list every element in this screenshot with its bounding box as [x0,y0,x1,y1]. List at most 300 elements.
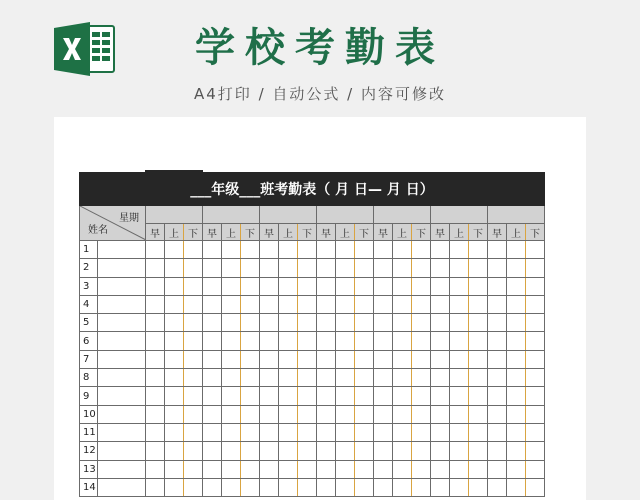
name-cell[interactable] [98,423,146,441]
attendance-cell[interactable] [184,332,203,350]
attendance-cell[interactable] [355,460,374,478]
attendance-cell[interactable] [317,277,336,295]
attendance-cell[interactable] [450,314,469,332]
attendance-cell[interactable] [431,405,450,423]
attendance-cell[interactable] [222,332,241,350]
attendance-cell[interactable] [146,423,165,441]
attendance-cell[interactable] [336,442,355,460]
attendance-cell[interactable] [355,259,374,277]
attendance-cell[interactable] [146,442,165,460]
attendance-cell[interactable] [203,332,222,350]
attendance-cell[interactable] [469,259,488,277]
name-cell[interactable] [98,405,146,423]
attendance-cell[interactable] [279,332,298,350]
attendance-cell[interactable] [374,405,393,423]
attendance-cell[interactable] [507,442,526,460]
attendance-cell[interactable] [507,277,526,295]
attendance-cell[interactable] [298,295,317,313]
attendance-cell[interactable] [317,314,336,332]
attendance-cell[interactable] [507,423,526,441]
attendance-cell[interactable] [507,405,526,423]
attendance-cell[interactable] [279,241,298,259]
attendance-cell[interactable] [488,350,507,368]
attendance-cell[interactable] [469,423,488,441]
attendance-cell[interactable] [298,259,317,277]
attendance-cell[interactable] [431,295,450,313]
attendance-cell[interactable] [431,460,450,478]
attendance-cell[interactable] [450,405,469,423]
attendance-cell[interactable] [469,295,488,313]
attendance-cell[interactable] [298,405,317,423]
attendance-cell[interactable] [526,387,545,405]
attendance-cell[interactable] [469,442,488,460]
attendance-cell[interactable] [488,277,507,295]
attendance-cell[interactable] [317,369,336,387]
attendance-cell[interactable] [298,478,317,496]
attendance-cell[interactable] [450,423,469,441]
attendance-cell[interactable] [469,478,488,496]
attendance-cell[interactable] [336,277,355,295]
attendance-cell[interactable] [241,442,260,460]
attendance-cell[interactable] [412,259,431,277]
attendance-cell[interactable] [165,332,184,350]
attendance-cell[interactable] [203,423,222,441]
attendance-cell[interactable] [488,295,507,313]
attendance-cell[interactable] [488,423,507,441]
attendance-cell[interactable] [279,387,298,405]
attendance-cell[interactable] [146,405,165,423]
attendance-cell[interactable] [336,259,355,277]
attendance-cell[interactable] [393,369,412,387]
attendance-cell[interactable] [488,259,507,277]
attendance-cell[interactable] [469,369,488,387]
attendance-cell[interactable] [184,387,203,405]
attendance-cell[interactable] [355,295,374,313]
name-cell[interactable] [98,259,146,277]
attendance-cell[interactable] [374,460,393,478]
name-cell[interactable] [98,332,146,350]
attendance-cell[interactable] [469,332,488,350]
attendance-cell[interactable] [203,259,222,277]
attendance-cell[interactable] [488,369,507,387]
attendance-cell[interactable] [412,387,431,405]
attendance-cell[interactable] [241,277,260,295]
attendance-cell[interactable] [298,241,317,259]
attendance-cell[interactable] [279,277,298,295]
attendance-cell[interactable] [222,259,241,277]
attendance-cell[interactable] [450,387,469,405]
attendance-cell[interactable] [203,405,222,423]
attendance-cell[interactable] [412,478,431,496]
attendance-cell[interactable] [526,241,545,259]
attendance-cell[interactable] [393,332,412,350]
attendance-cell[interactable] [279,259,298,277]
attendance-cell[interactable] [203,460,222,478]
attendance-cell[interactable] [184,423,203,441]
attendance-cell[interactable] [317,259,336,277]
attendance-cell[interactable] [393,295,412,313]
attendance-cell[interactable] [412,369,431,387]
attendance-cell[interactable] [222,314,241,332]
attendance-cell[interactable] [469,460,488,478]
attendance-cell[interactable] [355,332,374,350]
attendance-cell[interactable] [260,387,279,405]
attendance-cell[interactable] [412,442,431,460]
attendance-cell[interactable] [450,259,469,277]
name-cell[interactable] [98,350,146,368]
attendance-cell[interactable] [298,387,317,405]
attendance-cell[interactable] [184,405,203,423]
attendance-cell[interactable] [203,314,222,332]
attendance-cell[interactable] [431,387,450,405]
attendance-cell[interactable] [488,460,507,478]
attendance-cell[interactable] [165,442,184,460]
attendance-cell[interactable] [298,460,317,478]
attendance-cell[interactable] [184,460,203,478]
attendance-cell[interactable] [203,478,222,496]
attendance-cell[interactable] [507,332,526,350]
attendance-cell[interactable] [222,387,241,405]
attendance-cell[interactable] [431,259,450,277]
attendance-cell[interactable] [317,295,336,313]
attendance-cell[interactable] [469,241,488,259]
attendance-cell[interactable] [165,387,184,405]
attendance-cell[interactable] [450,460,469,478]
attendance-cell[interactable] [146,369,165,387]
attendance-cell[interactable] [374,259,393,277]
attendance-cell[interactable] [279,405,298,423]
attendance-cell[interactable] [241,405,260,423]
attendance-cell[interactable] [184,241,203,259]
attendance-cell[interactable] [165,405,184,423]
attendance-cell[interactable] [184,314,203,332]
attendance-cell[interactable] [146,259,165,277]
attendance-cell[interactable] [393,442,412,460]
attendance-cell[interactable] [298,442,317,460]
attendance-cell[interactable] [260,241,279,259]
attendance-cell[interactable] [336,314,355,332]
attendance-cell[interactable] [146,295,165,313]
attendance-cell[interactable] [431,350,450,368]
attendance-cell[interactable] [469,350,488,368]
attendance-cell[interactable] [165,478,184,496]
attendance-cell[interactable] [526,442,545,460]
attendance-cell[interactable] [450,241,469,259]
attendance-cell[interactable] [526,350,545,368]
attendance-cell[interactable] [374,332,393,350]
attendance-cell[interactable] [355,241,374,259]
attendance-cell[interactable] [203,241,222,259]
attendance-cell[interactable] [165,423,184,441]
attendance-cell[interactable] [393,423,412,441]
attendance-cell[interactable] [488,332,507,350]
attendance-cell[interactable] [488,442,507,460]
attendance-cell[interactable] [412,332,431,350]
attendance-cell[interactable] [374,442,393,460]
attendance-cell[interactable] [203,442,222,460]
attendance-cell[interactable] [184,442,203,460]
attendance-cell[interactable] [184,259,203,277]
attendance-cell[interactable] [355,442,374,460]
name-cell[interactable] [98,387,146,405]
attendance-cell[interactable] [374,478,393,496]
attendance-cell[interactable] [260,442,279,460]
attendance-cell[interactable] [298,423,317,441]
attendance-cell[interactable] [374,350,393,368]
attendance-cell[interactable] [222,277,241,295]
attendance-cell[interactable] [241,387,260,405]
attendance-cell[interactable] [260,460,279,478]
attendance-cell[interactable] [298,332,317,350]
attendance-cell[interactable] [241,241,260,259]
attendance-cell[interactable] [526,405,545,423]
attendance-cell[interactable] [450,277,469,295]
attendance-cell[interactable] [146,478,165,496]
attendance-cell[interactable] [165,295,184,313]
attendance-cell[interactable] [374,277,393,295]
attendance-cell[interactable] [412,460,431,478]
attendance-cell[interactable] [507,460,526,478]
attendance-cell[interactable] [469,387,488,405]
attendance-cell[interactable] [374,369,393,387]
attendance-cell[interactable] [507,241,526,259]
name-cell[interactable] [98,460,146,478]
name-cell[interactable] [98,241,146,259]
name-cell[interactable] [98,369,146,387]
attendance-cell[interactable] [260,350,279,368]
name-cell[interactable] [98,314,146,332]
attendance-cell[interactable] [355,314,374,332]
attendance-cell[interactable] [298,314,317,332]
attendance-cell[interactable] [203,369,222,387]
attendance-cell[interactable] [260,332,279,350]
attendance-cell[interactable] [241,423,260,441]
attendance-cell[interactable] [279,442,298,460]
name-cell[interactable] [98,295,146,313]
attendance-cell[interactable] [165,369,184,387]
attendance-cell[interactable] [146,387,165,405]
attendance-cell[interactable] [241,350,260,368]
name-cell[interactable] [98,277,146,295]
attendance-cell[interactable] [260,423,279,441]
attendance-cell[interactable] [374,241,393,259]
attendance-cell[interactable] [336,369,355,387]
attendance-cell[interactable] [431,478,450,496]
attendance-cell[interactable] [355,350,374,368]
attendance-cell[interactable] [317,350,336,368]
attendance-cell[interactable] [260,295,279,313]
attendance-cell[interactable] [260,277,279,295]
attendance-cell[interactable] [165,350,184,368]
attendance-cell[interactable] [317,460,336,478]
attendance-cell[interactable] [450,478,469,496]
attendance-cell[interactable] [507,478,526,496]
attendance-cell[interactable] [507,350,526,368]
attendance-cell[interactable] [241,460,260,478]
attendance-cell[interactable] [241,314,260,332]
attendance-cell[interactable] [393,478,412,496]
attendance-cell[interactable] [317,442,336,460]
name-cell[interactable] [98,442,146,460]
attendance-cell[interactable] [260,369,279,387]
attendance-cell[interactable] [355,478,374,496]
attendance-cell[interactable] [431,442,450,460]
attendance-cell[interactable] [393,259,412,277]
attendance-cell[interactable] [260,405,279,423]
attendance-cell[interactable] [526,332,545,350]
attendance-cell[interactable] [412,277,431,295]
attendance-cell[interactable] [165,259,184,277]
attendance-cell[interactable] [526,460,545,478]
attendance-cell[interactable] [355,405,374,423]
attendance-cell[interactable] [279,423,298,441]
attendance-cell[interactable] [526,369,545,387]
attendance-cell[interactable] [450,350,469,368]
attendance-cell[interactable] [203,295,222,313]
attendance-cell[interactable] [374,295,393,313]
attendance-cell[interactable] [146,350,165,368]
attendance-cell[interactable] [393,277,412,295]
attendance-cell[interactable] [336,387,355,405]
attendance-cell[interactable] [241,478,260,496]
attendance-cell[interactable] [336,478,355,496]
attendance-cell[interactable] [431,241,450,259]
attendance-cell[interactable] [241,259,260,277]
attendance-cell[interactable] [184,295,203,313]
attendance-cell[interactable] [412,350,431,368]
attendance-cell[interactable] [469,314,488,332]
attendance-cell[interactable] [488,405,507,423]
attendance-cell[interactable] [431,314,450,332]
attendance-cell[interactable] [355,387,374,405]
attendance-cell[interactable] [336,241,355,259]
attendance-cell[interactable] [393,314,412,332]
attendance-cell[interactable] [222,241,241,259]
attendance-cell[interactable] [165,460,184,478]
attendance-cell[interactable] [260,314,279,332]
attendance-cell[interactable] [165,277,184,295]
attendance-cell[interactable] [393,387,412,405]
attendance-cell[interactable] [469,405,488,423]
attendance-cell[interactable] [526,423,545,441]
attendance-cell[interactable] [412,314,431,332]
attendance-cell[interactable] [241,332,260,350]
attendance-cell[interactable] [146,241,165,259]
attendance-cell[interactable] [393,405,412,423]
attendance-cell[interactable] [450,295,469,313]
attendance-cell[interactable] [222,350,241,368]
attendance-cell[interactable] [355,277,374,295]
attendance-cell[interactable] [412,295,431,313]
attendance-cell[interactable] [298,277,317,295]
attendance-cell[interactable] [450,332,469,350]
attendance-cell[interactable] [507,295,526,313]
attendance-cell[interactable] [184,478,203,496]
attendance-cell[interactable] [146,277,165,295]
attendance-cell[interactable] [260,478,279,496]
attendance-cell[interactable] [469,277,488,295]
attendance-cell[interactable] [317,423,336,441]
attendance-cell[interactable] [526,277,545,295]
attendance-cell[interactable] [222,405,241,423]
attendance-cell[interactable] [336,295,355,313]
attendance-cell[interactable] [165,241,184,259]
attendance-cell[interactable] [488,387,507,405]
attendance-cell[interactable] [488,241,507,259]
attendance-cell[interactable] [203,387,222,405]
attendance-cell[interactable] [279,350,298,368]
attendance-cell[interactable] [184,277,203,295]
attendance-cell[interactable] [450,442,469,460]
attendance-cell[interactable] [355,369,374,387]
attendance-cell[interactable] [526,259,545,277]
attendance-cell[interactable] [222,460,241,478]
attendance-cell[interactable] [336,423,355,441]
attendance-cell[interactable] [507,369,526,387]
attendance-cell[interactable] [279,295,298,313]
attendance-cell[interactable] [355,423,374,441]
attendance-cell[interactable] [431,277,450,295]
attendance-cell[interactable] [222,423,241,441]
attendance-cell[interactable] [184,350,203,368]
attendance-cell[interactable] [241,369,260,387]
attendance-cell[interactable] [526,478,545,496]
attendance-cell[interactable] [317,478,336,496]
attendance-cell[interactable] [374,314,393,332]
attendance-cell[interactable] [146,314,165,332]
attendance-cell[interactable] [222,478,241,496]
attendance-cell[interactable] [336,350,355,368]
attendance-cell[interactable] [374,423,393,441]
attendance-cell[interactable] [146,460,165,478]
attendance-cell[interactable] [279,478,298,496]
attendance-cell[interactable] [317,332,336,350]
attendance-cell[interactable] [412,405,431,423]
attendance-cell[interactable] [431,369,450,387]
attendance-cell[interactable] [507,259,526,277]
attendance-cell[interactable] [431,423,450,441]
attendance-cell[interactable] [298,350,317,368]
attendance-cell[interactable] [336,332,355,350]
attendance-cell[interactable] [222,369,241,387]
attendance-cell[interactable] [393,241,412,259]
attendance-cell[interactable] [317,387,336,405]
attendance-cell[interactable] [412,423,431,441]
attendance-cell[interactable] [336,405,355,423]
attendance-cell[interactable] [336,460,355,478]
attendance-cell[interactable] [488,314,507,332]
attendance-cell[interactable] [298,369,317,387]
attendance-cell[interactable] [279,314,298,332]
name-cell[interactable] [98,478,146,496]
attendance-cell[interactable] [279,460,298,478]
attendance-cell[interactable] [393,460,412,478]
attendance-cell[interactable] [526,295,545,313]
attendance-cell[interactable] [488,478,507,496]
attendance-cell[interactable] [222,295,241,313]
attendance-cell[interactable] [374,387,393,405]
attendance-cell[interactable] [184,369,203,387]
attendance-cell[interactable] [450,369,469,387]
attendance-cell[interactable] [412,241,431,259]
attendance-cell[interactable] [260,259,279,277]
attendance-cell[interactable] [526,314,545,332]
attendance-cell[interactable] [203,277,222,295]
attendance-cell[interactable] [431,332,450,350]
attendance-cell[interactable] [317,241,336,259]
attendance-cell[interactable] [241,295,260,313]
attendance-cell[interactable] [222,442,241,460]
